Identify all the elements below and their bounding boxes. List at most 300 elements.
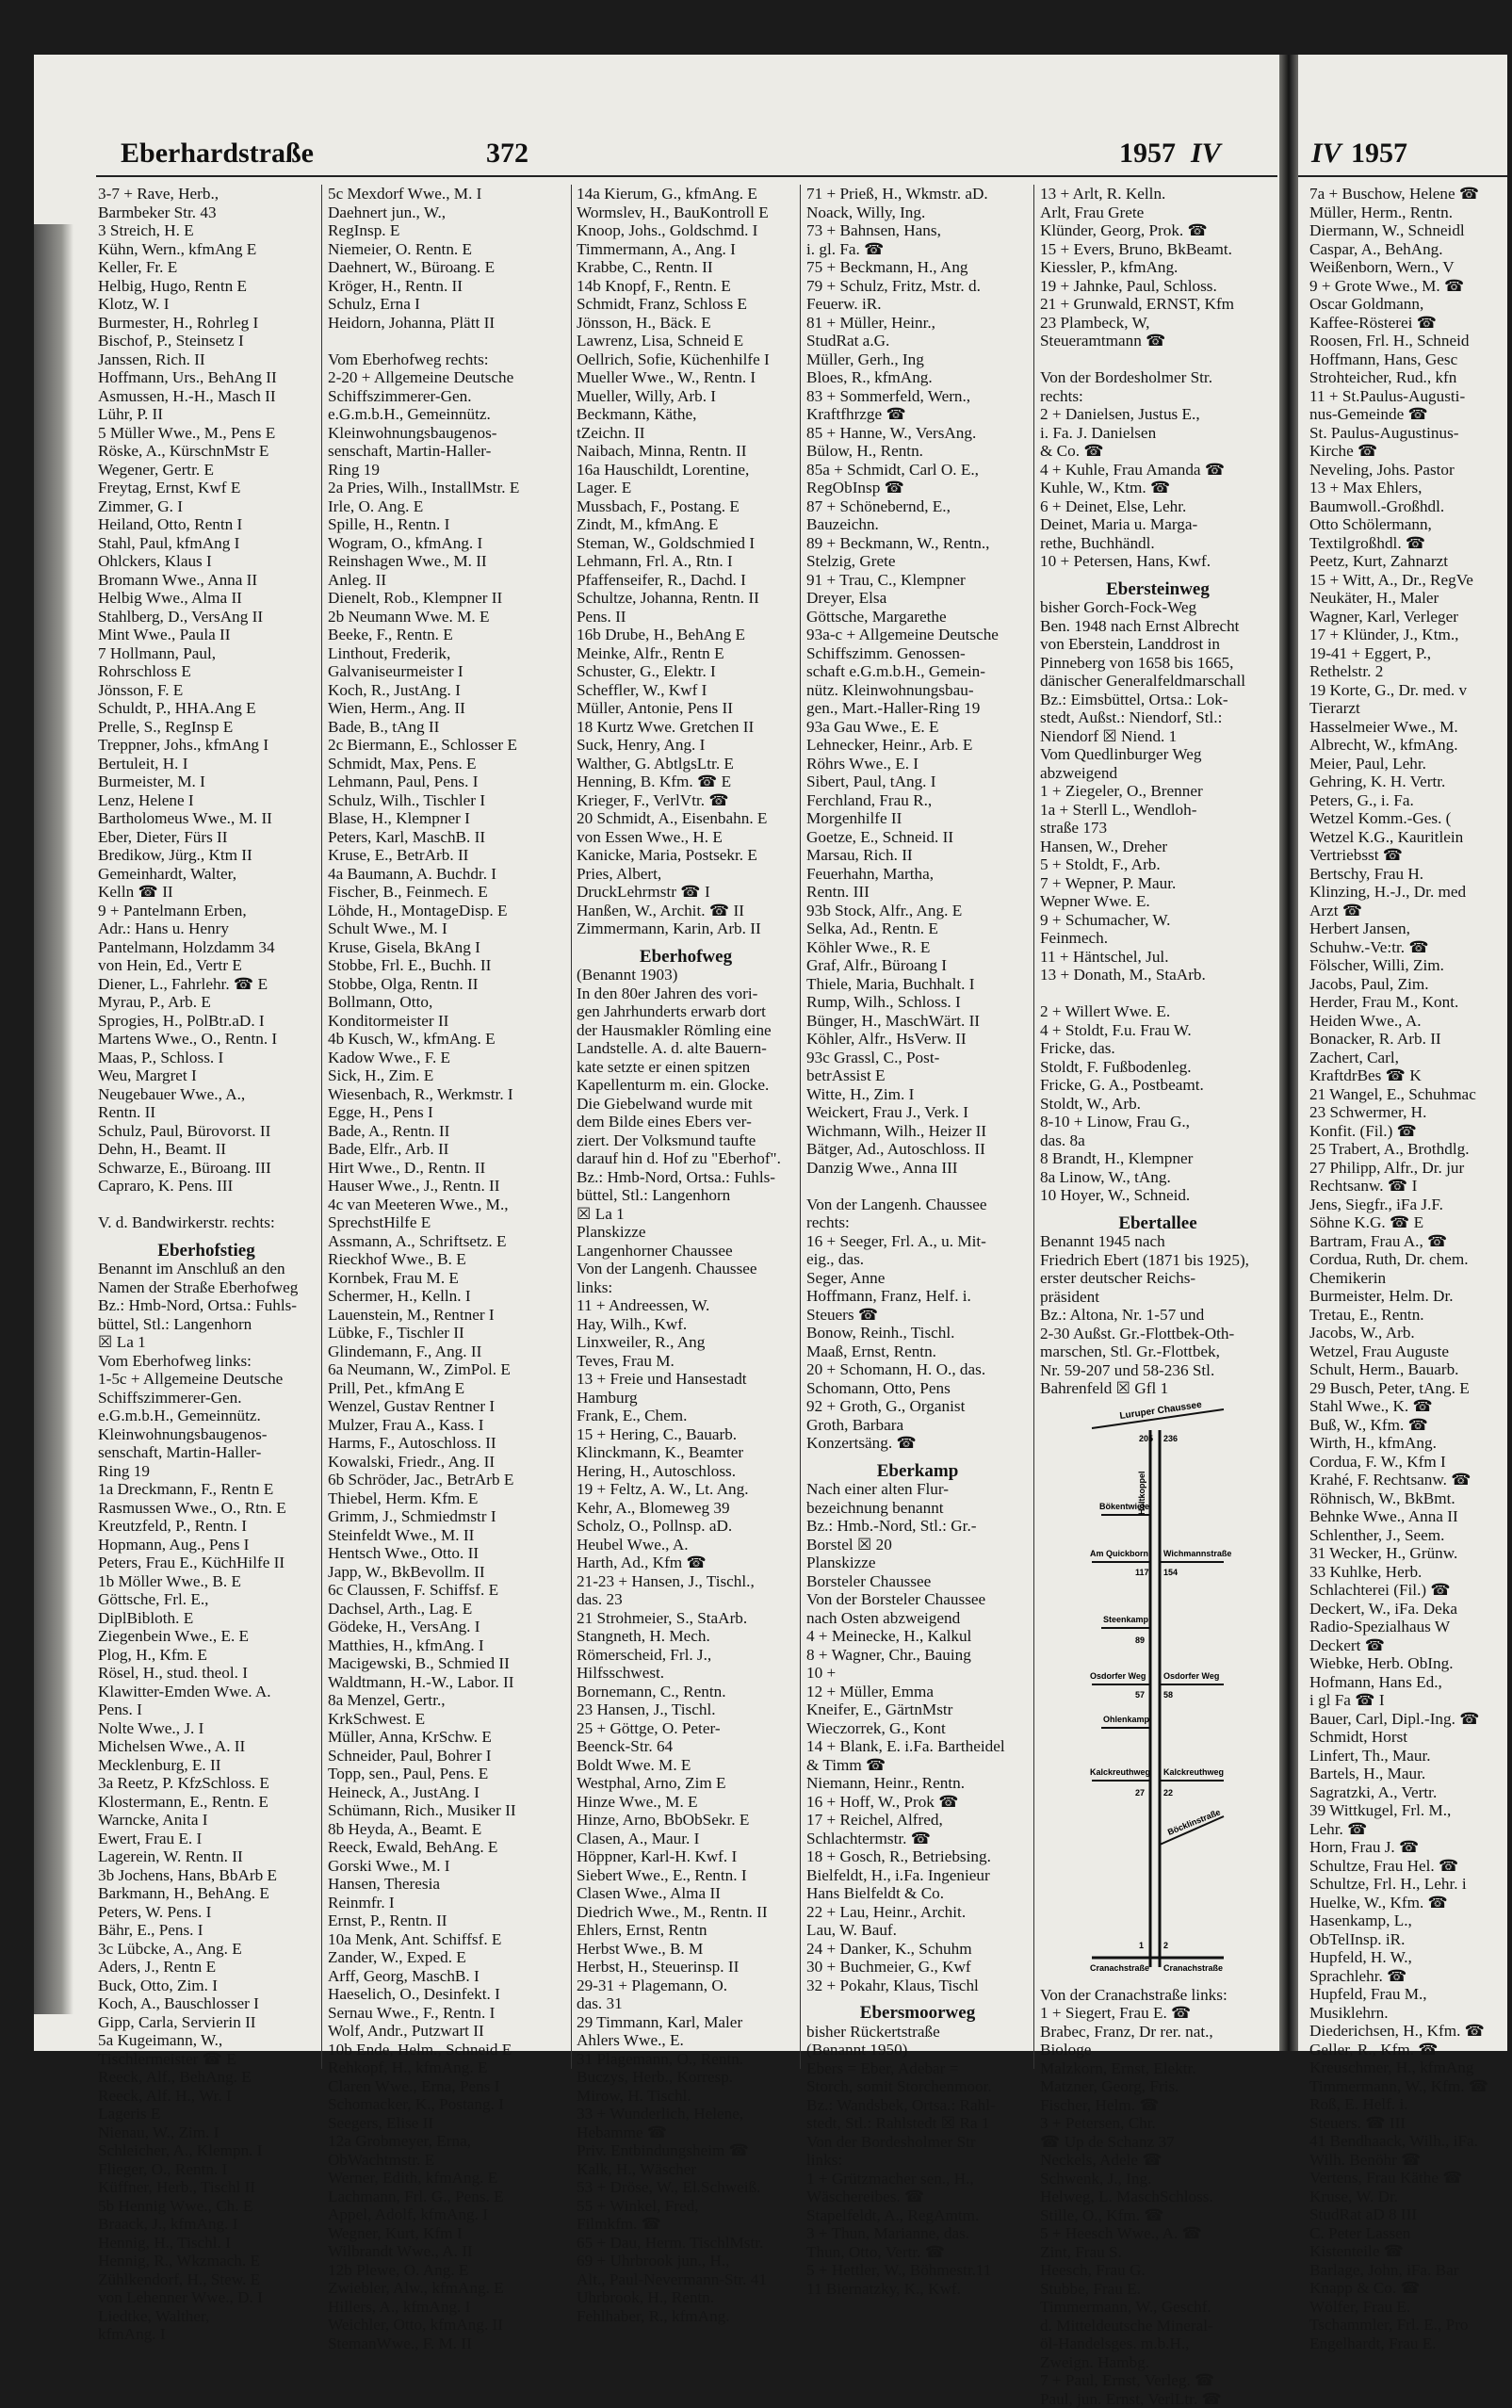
- directory-entry: Benannt im Anschluß an den: [98, 1260, 315, 1278]
- directory-entry: 9 + Schumacher, W.: [1040, 911, 1276, 930]
- directory-entry: Krieger, F., VerlVtr. ☎: [577, 791, 795, 810]
- directory-entry: Schmidt, Max, Pens. E: [328, 755, 565, 773]
- directory-entry: Matzner, Georg, Fris.: [1040, 2077, 1276, 2096]
- header-rule: [96, 175, 1277, 177]
- directory-entry: 5 Müller Wwe., M., Pens E: [98, 424, 315, 443]
- directory-entry: Warncke, Anita I: [98, 1811, 315, 1830]
- directory-entry: nütz. Kleinwohnungsbau-: [806, 681, 1029, 700]
- directory-entry: Schult Wwe., M. I: [328, 919, 565, 938]
- directory-entry: Pens. II: [577, 608, 795, 626]
- directory-entry: bezeichnung benannt: [806, 1499, 1029, 1518]
- directory-entry: 2a Pries, Wilh., InstallMstr. E: [328, 479, 565, 497]
- directory-entry: Pinneberg von 1658 bis 1665,: [1040, 654, 1276, 673]
- directory-entry: Mirow, H. Tischl.: [577, 2087, 795, 2106]
- directory-entry: Bz.: Hmb-Nord, Ortsa.: Fuhls-: [577, 1168, 795, 1187]
- directory-entry: 11 + Häntschel, Jul.: [1040, 948, 1276, 967]
- directory-entry: Biologe: [1040, 2041, 1276, 2059]
- directory-entry: StudRat a.G.: [806, 332, 1029, 350]
- directory-entry: Reeck, Alf. H., Wr. I: [98, 2087, 315, 2106]
- directory-entry: Marsau, Rich. II: [806, 846, 1029, 865]
- directory-entry: Zachert, Carl,: [1309, 1049, 1512, 1067]
- directory-column-1: [98, 185, 315, 2069]
- directory-entry: 12b Plewe, O. Ang. E: [328, 2261, 565, 2280]
- directory-entry: Niendorf ☒ Niend. 1: [1040, 727, 1276, 746]
- directory-entry: 20 Schmidt, A., Eisenbahn. E: [577, 809, 795, 828]
- street-heading: Eberhofweg: [577, 948, 795, 967]
- directory-entry: RegInsp. E: [328, 221, 565, 240]
- directory-entry: Kornbek, Frau M. E: [328, 1269, 565, 1288]
- directory-entry: RegObInsp ☎: [806, 479, 1029, 497]
- directory-entry: Henning, B. Kfm. ☎ E: [577, 773, 795, 791]
- directory-entry: Stubbe, Frau E.: [1040, 2280, 1276, 2299]
- directory-entry: Ring 19: [98, 1462, 315, 1481]
- map-label: 89: [1135, 1635, 1145, 1645]
- directory-entry: Steman, W., Goldschmied I: [577, 534, 795, 553]
- directory-entry: Mint Wwe., Paula II: [98, 626, 315, 644]
- directory-entry: 7a + Buschow, Helene ☎: [1309, 185, 1512, 203]
- directory-entry: Anleg. II: [328, 571, 565, 590]
- directory-entry: 22 + Lau, Heinr., Archit.: [806, 1903, 1029, 1922]
- map-label: Ohlenkamp: [1103, 1715, 1150, 1724]
- directory-entry: ☒ La 1: [577, 1205, 795, 1224]
- directory-entry: Hillers, A., kfmAng. I: [328, 2298, 565, 2317]
- directory-entry: Bredikow, Jürg., Ktm II: [98, 846, 315, 865]
- directory-entry: Brabec, Franz, Dr rer. nat.,: [1040, 2023, 1276, 2042]
- directory-entry: Hirt Wwe., D., Rentn. II: [328, 1159, 565, 1178]
- directory-entry: Rethelstr. 2: [1309, 662, 1512, 681]
- directory-entry: 18 + Gosch, R., Betriebsing.: [806, 1847, 1029, 1866]
- directory-entry: Linfert, Th., Maur.: [1309, 1747, 1512, 1765]
- running-head-volume: IV: [1191, 138, 1221, 170]
- directory-entry: Wenzel, Gustav Rentner I: [328, 1397, 565, 1416]
- street-heading: Eberkamp: [806, 1462, 1029, 1481]
- directory-entry: Zindt, M., kfmAng. E: [577, 515, 795, 534]
- directory-entry: Kaffee-Rösterei ☎: [1309, 314, 1512, 333]
- directory-entry: Feinmech.: [1040, 929, 1276, 948]
- directory-entry: Neckels, Adele ☎: [1040, 2151, 1276, 2170]
- directory-entry: 31 Wecker, H., Grünw.: [1309, 1544, 1512, 1563]
- directory-entry: 17 + Reichel, Alfred,: [806, 1811, 1029, 1830]
- directory-entry: Herder, Frau M., Kont.: [1309, 993, 1512, 1012]
- directory-entry: [1040, 984, 1276, 1003]
- directory-entry: Reinshagen Wwe., M. II: [328, 552, 565, 571]
- directory-entry: 19 + Jahnke, Paul, Schloss.: [1040, 277, 1276, 296]
- directory-entry: Von der Bordesholmer Str.: [1040, 368, 1276, 387]
- directory-entry: Ebers = Eber, Adebar =: [806, 2059, 1029, 2078]
- directory-entry: Hilfsschwest.: [577, 1664, 795, 1683]
- directory-entry: Buczys, Herb., Korresp.: [577, 2068, 795, 2087]
- directory-entry: Deckert, W., iFa. Deka: [1309, 1600, 1512, 1619]
- directory-entry: 5 + Hettler, W., Böhmestr.11: [806, 2261, 1029, 2280]
- directory-entry: 6 + Deinet, Else, Lehr.: [1040, 497, 1276, 516]
- directory-entry: Röhrs Wwe., E. I: [806, 755, 1029, 773]
- directory-entry: Egge, H., Pens I: [328, 1103, 565, 1122]
- directory-entry: Textilgroßhdl. ☎: [1309, 534, 1512, 553]
- directory-entry: 1-5c + Allgemeine Deutsche: [98, 1370, 315, 1389]
- directory-entry: Wien, Herm., Ang. II: [328, 699, 565, 718]
- directory-entry: das. 8a: [1040, 1131, 1276, 1150]
- directory-entry: Rentn. III: [806, 883, 1029, 902]
- directory-entry: Helweg, L. MaschSchloss.: [1040, 2188, 1276, 2206]
- directory-entry: Meier, Paul, Lehr.: [1309, 755, 1512, 773]
- directory-entry: Harth, Ad., Kfm ☎: [577, 1554, 795, 1572]
- directory-entry: Schomann, Otto, Pens: [806, 1379, 1029, 1398]
- directory-entry: 6a Neumann, W., ZimPol. E: [328, 1360, 565, 1379]
- directory-entry: Kruse, Gisela, BkAng I: [328, 938, 565, 957]
- directory-entry: Feuerhahn, Martha,: [806, 865, 1029, 884]
- directory-entry: Küffner, Herb., Tischl II: [98, 2178, 315, 2197]
- directory-entry: Kleinwohnungsbaugenos-: [98, 1425, 315, 1444]
- directory-entry: Horn, Frau J. ☎: [1309, 1838, 1512, 1857]
- directory-entry: Schleicher, A., Klempn. I: [98, 2141, 315, 2160]
- directory-entry: Hofmann, Hans Ed.,: [1309, 1673, 1512, 1692]
- directory-entry: 8-10 + Linow, Frau G.,: [1040, 1113, 1276, 1131]
- directory-entry: Prill, Pet., kfmAng E: [328, 1379, 565, 1398]
- directory-entry: 21 Strohmeier, S., StaArb.: [577, 1609, 795, 1628]
- directory-entry: Die Giebelwand wurde mit: [577, 1095, 795, 1114]
- directory-entry: Bz.: Eimsbüttel, Ortsa.: Lok-: [1040, 691, 1276, 709]
- directory-entry: [98, 1196, 315, 1214]
- map-label: Luruper Chaussee: [1119, 1399, 1203, 1421]
- directory-entry: 16 + Seeger, Frl. A., u. Mit-: [806, 1232, 1029, 1251]
- directory-entry: Beenck-Str. 64: [577, 1737, 795, 1756]
- directory-entry: Müller, Herm., Rentn.: [1309, 203, 1512, 222]
- directory-column-2: [328, 185, 565, 2069]
- directory-entry: Capraro, K. Pens. III: [98, 1177, 315, 1196]
- directory-entry: Pries, Albert,: [577, 865, 795, 884]
- map-label: 1: [1139, 1941, 1144, 1950]
- directory-entry: 33 Kuhlke, Herb.: [1309, 1563, 1512, 1582]
- directory-entry: 12 + Müller, Emma: [806, 1683, 1029, 1701]
- directory-entry: 13 + Max Ehlers,: [1309, 479, 1512, 497]
- directory-entry: schaft e.G.m.b.H., Gemein-: [806, 662, 1029, 681]
- directory-entry: Reeck, Ewald, BehAng. E: [328, 1838, 565, 1857]
- directory-entry: büttel, Stl.: Langenhorn: [577, 1186, 795, 1205]
- directory-entry: Wegner, Kurt, Kfm I: [328, 2224, 565, 2243]
- directory-entry: Müller, Anna, KrSchw. E: [328, 1728, 565, 1747]
- directory-entry: Linxweiler, R., Ang: [577, 1333, 795, 1352]
- directory-entry: tZeichn. II: [577, 424, 795, 443]
- directory-entry: Bartram, Frau A., ☎: [1309, 1232, 1512, 1251]
- directory-entry: Clasen Wwe., Alma II: [577, 1884, 795, 1903]
- directory-entry: Schmidt, Horst: [1309, 1728, 1512, 1747]
- directory-entry: 1a + Sterll L., Wendloh-: [1040, 801, 1276, 820]
- directory-entry: Köhler Wwe., R. E: [806, 938, 1029, 957]
- directory-entry: 79 + Schulz, Fritz, Mstr. d.: [806, 277, 1029, 296]
- directory-entry: Kröger, H., Rentn. II: [328, 277, 565, 296]
- directory-entry: Fischer, B., Feinmech. E: [328, 883, 565, 902]
- directory-entry: 2 + Danielsen, Justus E.,: [1040, 405, 1276, 424]
- directory-entry: Hopmann, Aug., Pens I: [98, 1536, 315, 1554]
- directory-entry: 21 Wangel, E., Schuhmac: [1309, 1085, 1512, 1104]
- directory-entry: Storch, somit Storchenmoor.: [806, 2077, 1029, 2096]
- directory-entry: Westphal, Arno, Zim E: [577, 1774, 795, 1793]
- directory-entry: Wichmann, Wilh., Heizer II: [806, 1122, 1029, 1141]
- directory-entry: SprechstHilfe E: [328, 1213, 565, 1232]
- directory-entry: 5c Mexdorf Wwe., M. I: [328, 185, 565, 203]
- directory-entry: das. 31: [577, 1994, 795, 2013]
- page-number: 372: [486, 138, 528, 170]
- column-divider: [1033, 185, 1034, 2069]
- directory-entry: Klostermann, E., Rentn. E: [98, 1793, 315, 1812]
- directory-entry: 10a Menk, Ant. Schiffsf. E: [328, 1930, 565, 1949]
- directory-entry: 93b Stock, Alfr., Ang. E: [806, 902, 1029, 920]
- directory-entry: Hasenkamp, L.,: [1309, 1912, 1512, 1930]
- directory-entry: Stobbe, Frl. E., Buchh. II: [328, 956, 565, 975]
- directory-entry: 16b Drube, H., BehAng E: [577, 626, 795, 644]
- directory-entry: 19 Korte, G., Dr. med. v: [1309, 681, 1512, 700]
- directory-entry: 12a Grobmeyer, Erna,: [328, 2132, 565, 2151]
- directory-entry: der Hausmakler Römling eine: [577, 1021, 795, 1040]
- directory-entry: 1 + Siegert, Frau E. ☎: [1040, 2004, 1276, 2023]
- directory-entry: Vertens, Frau Käthe ☎: [1309, 2169, 1512, 2188]
- directory-entry: Hoffmann, Franz, Helf. i.: [806, 1287, 1029, 1306]
- directory-entry: Stoldt, F. Fußbodenleg.: [1040, 1058, 1276, 1077]
- map-label: 236: [1163, 1434, 1178, 1443]
- directory-entry: Klotz, W. I: [98, 295, 315, 314]
- directory-entry: rethe, Buchhändl.: [1040, 534, 1276, 553]
- directory-entry: Bahrenfeld ☒ Gfl 1: [1040, 1379, 1276, 1398]
- directory-entry: von Lehenner Wwe., D. I: [98, 2288, 315, 2307]
- directory-entry: 69 + Uhrbrook jun., H.,: [577, 2252, 795, 2270]
- directory-entry: Bonow, Reinh., Tischl.: [806, 1324, 1029, 1342]
- directory-entry: Vertriebsst ☎: [1309, 846, 1512, 865]
- directory-entry: Fehlhaber, R., kfmAng.: [577, 2307, 795, 2326]
- directory-entry: 92 + Groth, G., Organist: [806, 1397, 1029, 1416]
- directory-entry: Nienau, W., Zim. I: [98, 2123, 315, 2142]
- directory-entry: Von der Langenh. Chaussee: [577, 1260, 795, 1278]
- directory-entry: stedt, Außst.: Niendorf, Stl.:: [1040, 708, 1276, 727]
- directory-entry: 7 + Paul, Ernst, Verleg. ☎: [1040, 2371, 1276, 2390]
- directory-entry: 39 Wittkugel, Frl. M.,: [1309, 1801, 1512, 1820]
- directory-entry: Grimm, J., Schmiedmstr I: [328, 1507, 565, 1526]
- directory-entry: Benannt 1945 nach: [1040, 1232, 1276, 1251]
- directory-entry: Selka, Ad., Rentn. E: [806, 919, 1029, 938]
- directory-entry: 13 + Freie und Hansestadt: [577, 1370, 795, 1389]
- directory-entry: Rehkopf, H., kfmAng. E: [328, 2058, 565, 2077]
- directory-entry: 19-41 + Eggert, P.,: [1309, 644, 1512, 663]
- directory-entry: Bollmann, Otto,: [328, 993, 565, 1012]
- directory-entry: Kowalski, Friedr., Ang. II: [328, 1453, 565, 1472]
- directory-entry: Kelln ☎ II: [98, 883, 315, 902]
- directory-entry: Ohlckers, Klaus I: [98, 552, 315, 571]
- directory-entry: Nach einer alten Flur-: [806, 1480, 1029, 1499]
- directory-entry: Sernau Wwe., F., Rentn. I: [328, 2004, 565, 2023]
- directory-entry: & Timm ☎: [806, 1756, 1029, 1775]
- directory-entry: Hupfeld, H. W.,: [1309, 1948, 1512, 1967]
- directory-entry: Goetze, E., Schneid. II: [806, 828, 1029, 847]
- directory-entry: Schwenk, J., Ing.: [1040, 2170, 1276, 2188]
- column-divider: [321, 185, 322, 2069]
- directory-entry: 18 Kurtz Wwe. Gretchen II: [577, 718, 795, 737]
- directory-entry: 25 + Göttge, O. Peter-: [577, 1719, 795, 1738]
- directory-entry: Wiebke, Herb. ObIng.: [1309, 1654, 1512, 1673]
- directory-entry: Priv. Entbindungsheim ☎: [577, 2141, 795, 2160]
- directory-entry: 73 + Bahnsen, Hans,: [806, 221, 1029, 240]
- directory-entry: Müller, Antonie, Pens II: [577, 699, 795, 718]
- directory-entry: Buck, Otto, Zim. I: [98, 1977, 315, 1995]
- directory-entry: Zander, W., Exped. E: [328, 1948, 565, 1967]
- directory-entry: Feuerw. iR.: [806, 295, 1029, 314]
- directory-entry: Bauzeichn.: [806, 515, 1029, 534]
- directory-entry: & Co. ☎: [1040, 442, 1276, 461]
- directory-entry: Klawitter-Emden Wwe. A.: [98, 1683, 315, 1701]
- directory-entry: Neveling, Johs. Pastor: [1309, 461, 1512, 480]
- directory-entry: Hanßen, W., Archit. ☎ II: [577, 902, 795, 920]
- directory-entry: StudRat aD 8 III: [1309, 2205, 1512, 2224]
- directory-entry: Knoop, Johs., Goldschmd. I: [577, 221, 795, 240]
- directory-entry: Heiden Wwe., A.: [1309, 1012, 1512, 1031]
- directory-entry: Peters, Frau E., KüchHilfe II: [98, 1554, 315, 1572]
- directory-entry: Lehmann, Paul, Pens. I: [328, 773, 565, 791]
- directory-entry: Klinzing, H.-J., Dr. med: [1309, 883, 1512, 902]
- directory-entry: Borsteler Chaussee: [806, 1572, 1029, 1591]
- directory-entry: 32 + Pokahr, Klaus, Tischl: [806, 1977, 1029, 1995]
- directory-entry: 3c Lübcke, A., Ang. E: [98, 1940, 315, 1959]
- directory-entry: Schneider, Paul, Bohrer I: [328, 1747, 565, 1765]
- directory-entry: Kiessler, P., kfmAng.: [1040, 258, 1276, 277]
- directory-entry: In den 80er Jahren des vori-: [577, 984, 795, 1003]
- directory-entry: 2-30 Außst. Gr.-Flottbek-Oth-: [1040, 1325, 1276, 1343]
- directory-entry: Schlenther, J., Seem.: [1309, 1526, 1512, 1545]
- directory-entry: Koch, A., Bauschlosser I: [98, 1994, 315, 2013]
- directory-entry: Fölscher, Willi, Zim.: [1309, 956, 1512, 975]
- directory-entry: KrkSchwest. E: [328, 1710, 565, 1729]
- directory-entry: 6c Claussen, F. Schiffsf. E: [328, 1581, 565, 1600]
- directory-entry: Teves, Frau M.: [577, 1352, 795, 1371]
- directory-entry: Musiklehrn.: [1309, 2004, 1512, 2023]
- directory-entry: (Benannt 1903): [577, 966, 795, 984]
- directory-entry: 14b Knopf, F., Rentn. E: [577, 277, 795, 296]
- directory-entry: Römerscheid, Frl. J.,: [577, 1646, 795, 1665]
- directory-entry: 85 + Hanne, W., VersAng.: [806, 424, 1029, 443]
- directory-entry: Claren Wwe., Erna, Pens I: [328, 2077, 565, 2096]
- directory-entry: Herbst Wwe., B. M: [577, 1940, 795, 1959]
- directory-entry: 3-7 + Rave, Herb.,: [98, 185, 315, 203]
- directory-entry: [806, 1177, 1029, 1196]
- column-divider: [800, 185, 801, 2069]
- directory-entry: Bade, A., Rentn. II: [328, 1122, 565, 1141]
- map-label: Kalckreuthweg: [1163, 1767, 1224, 1777]
- directory-entry: [1040, 350, 1276, 369]
- directory-entry: Lau, W. Bauf.: [806, 1921, 1029, 1940]
- directory-entry: Janssen, Rich. II: [98, 350, 315, 369]
- directory-entry: 3 + Thun, Marianne, das.: [806, 2224, 1029, 2243]
- directory-entry: Suck, Henry, Ang. I: [577, 736, 795, 755]
- map-label: Osdorfer Weg: [1163, 1671, 1219, 1681]
- directory-entry: Assmann, A., Schriftsetz. E: [328, 1232, 565, 1251]
- directory-entry: Kanicke, Maria, Postsekr. E: [577, 846, 795, 865]
- directory-entry: Weu, Margret I: [98, 1066, 315, 1085]
- directory-entry: Schultze, Frau Hel. ☎: [1309, 1857, 1512, 1876]
- directory-entry: Daehnert jun., W.,: [328, 203, 565, 222]
- directory-entry: Hansen, Theresia: [328, 1875, 565, 1894]
- directory-entry: Lehr. ☎: [1309, 1820, 1512, 1839]
- directory-entry: 85a + Schmidt, Carl O. E.,: [806, 461, 1029, 480]
- directory-entry: Lager. E: [577, 479, 795, 497]
- directory-entry: Hasselmeier Wwe., M.: [1309, 718, 1512, 737]
- book-spine: [1279, 55, 1298, 2051]
- directory-entry: St. Paulus-Augustinus-: [1309, 424, 1512, 443]
- directory-entry: Chemikerin: [1309, 1269, 1512, 1288]
- directory-entry: Lenz, Helene I: [98, 791, 315, 810]
- directory-entry: Peetz, Kurt, Zahnarzt: [1309, 552, 1512, 571]
- directory-entry: Waldtmann, H.-W., Labor. II: [328, 1673, 565, 1692]
- directory-entry: Stahlberg, D., VersAng II: [98, 608, 315, 626]
- directory-entry: Burmeister, M. I: [98, 773, 315, 791]
- directory-entry: Knapp & Co. ☎: [1309, 2279, 1512, 2298]
- directory-entry: Rentn. II: [98, 1103, 315, 1122]
- directory-entry: Schulz, Paul, Bürovorst. II: [98, 1122, 315, 1141]
- directory-entry: Nolte Wwe., J. I: [98, 1719, 315, 1738]
- directory-entry: eig., das.: [806, 1250, 1029, 1269]
- directory-entry: Stangneth, H. Mech.: [577, 1627, 795, 1646]
- directory-entry: Cordua, Ruth, Dr. chem.: [1309, 1250, 1512, 1269]
- directory-entry: Lawrenz, Lisa, Schneid E: [577, 332, 795, 350]
- directory-entry: Schuldt, P., HHA.Ang E: [98, 699, 315, 718]
- street-heading: Ebersmoorweg: [806, 2004, 1029, 2023]
- directory-entry: Von der Bordesholmer Str: [806, 2133, 1029, 2152]
- directory-entry: Schwarze, E., Büroang. III: [98, 1159, 315, 1178]
- directory-entry: Schlachtermstr. ☎: [806, 1830, 1029, 1848]
- directory-entry: Graf, Alfr., Büroang I: [806, 956, 1029, 975]
- directory-entry: 3 Streich, H. E: [98, 221, 315, 240]
- directory-entry: Konfit. (Fil.) ☎: [1309, 1122, 1512, 1141]
- directory-entry: 8b Heyda, A., Beamt. E: [328, 1820, 565, 1839]
- directory-entry: Behnke Wwe., Anna II: [1309, 1507, 1512, 1526]
- directory-entry: Wiesenbach, R., Werkmstr. I: [328, 1085, 565, 1104]
- directory-entry: 10b Ende, Helm., Schneid E: [328, 2041, 565, 2059]
- directory-entry: Diederichsen, H., Kfm. ☎: [1309, 2022, 1512, 2041]
- directory-entry: von Essen Wwe., H. E: [577, 828, 795, 847]
- directory-entry: Steueramtmann ☎: [1040, 332, 1276, 350]
- directory-entry: Helbig, Hugo, Rentn E: [98, 277, 315, 296]
- directory-entry: Heiland, Otto, Rentn I: [98, 515, 315, 534]
- directory-entry: Schultze, Frl. H., Lehr. i: [1309, 1875, 1512, 1894]
- directory-entry: Herbst, H., Steuerinsp. II: [577, 1958, 795, 1977]
- directory-entry: Gödeke, H., VersAng. I: [328, 1618, 565, 1636]
- directory-entry: Jacobs, W., Arb.: [1309, 1324, 1512, 1342]
- directory-entry: Stille, O., Kfm. ☎: [1040, 2206, 1276, 2225]
- directory-column-5: [1040, 185, 1276, 2069]
- directory-entry: Mussbach, F., Postang. E: [577, 497, 795, 516]
- directory-entry: Hennig, H., Tischl. I: [98, 2234, 315, 2253]
- directory-entry: Engelhardt, Frau E.: [1309, 2335, 1512, 2353]
- directory-entry: gen., Mart.-Haller-Ring 19: [806, 699, 1029, 718]
- directory-entry: Barmbeker Str. 43: [98, 203, 315, 222]
- directory-entry: Steuers ☎: [806, 1306, 1029, 1325]
- directory-entry: rechts:: [806, 1213, 1029, 1232]
- directory-entry: 21 + Grunwald, ERNST, Kfm: [1040, 295, 1276, 314]
- map-label: Cranachstraße: [1090, 1963, 1149, 1973]
- directory-entry: 30 + Buchmeier, G., Kwf: [806, 1958, 1029, 1977]
- directory-entry: Dachsel, Arth., Lag. E: [328, 1600, 565, 1619]
- directory-entry: Jönsson, F. E: [98, 681, 315, 700]
- directory-entry: büttel, Stl.: Langenhorn: [98, 1315, 315, 1334]
- directory-entry: Planskizze: [577, 1223, 795, 1242]
- directory-entry: Göttsche, Frl. E.,: [98, 1590, 315, 1609]
- directory-entry: Reinmfr. I: [328, 1894, 565, 1912]
- directory-entry: darauf hin d. Hof zu "Eberhof".: [577, 1149, 795, 1168]
- directory-entry: rechts:: [1040, 387, 1276, 406]
- directory-entry: Oellrich, Sofie, Küchenhilfe I: [577, 350, 795, 369]
- directory-entry: Diermann, W., Schneidl: [1309, 221, 1512, 240]
- directory-entry: Peters, W. Pens. I: [98, 1903, 315, 1922]
- directory-entry: Bade, Elfr., Arb. II: [328, 1140, 565, 1159]
- map-label: 58: [1163, 1690, 1173, 1700]
- directory-entry: Neugebauer Wwe., A.,: [98, 1085, 315, 1104]
- directory-entry: Bloes, R., kfmAng.: [806, 368, 1029, 387]
